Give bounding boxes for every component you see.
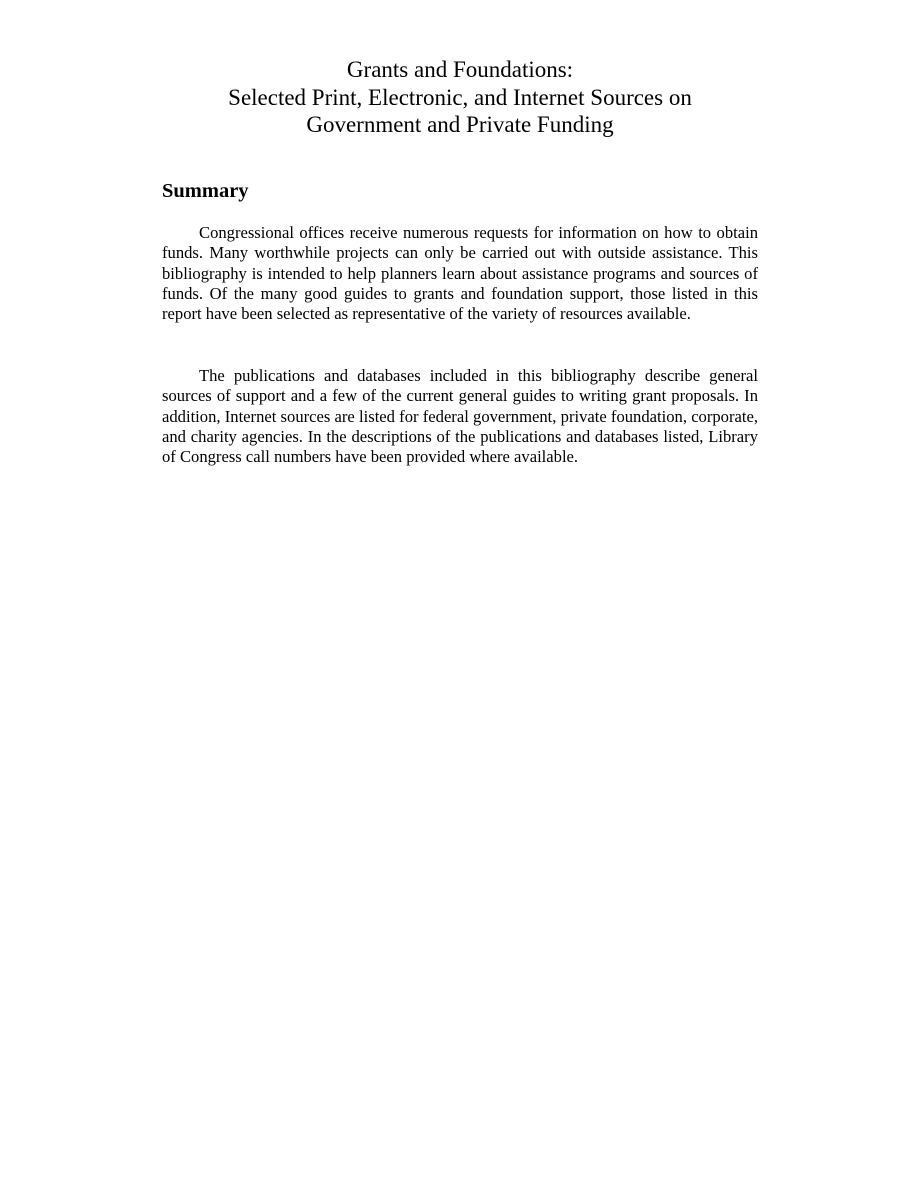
title-line-3: Government and Private Funding [306,112,614,137]
summary-paragraph-1: Congressional offices receive numerous requests for information on how to obtain funds. Many worthwhile projects can only be carried out with outside assistance. This bibliography is intended to help planners learn about assistance programs and sources of funds. Of the many good guides to grants and foundation support, those listed in this report have been selected as representative of the variety of resources available. [162,223,758,324]
title-line-2: Selected Print, Electronic, and Internet Sources on [228,84,692,110]
summary-heading: Summary [162,180,249,202]
title-line-1: Grants and Foundations: [346,57,574,82]
summary-paragraph-2: The publications and databases included in this bibliography describe general sources of support and a few of the current general guides to writing grant proposals. In addition, Internet sources are listed for federal government, private foundation, corporate, and charity agencies. In the descriptions of the publications and databases listed, Library of Congress call numbers have been provided where available. [162,366,758,467]
document-title [0,56,920,139]
